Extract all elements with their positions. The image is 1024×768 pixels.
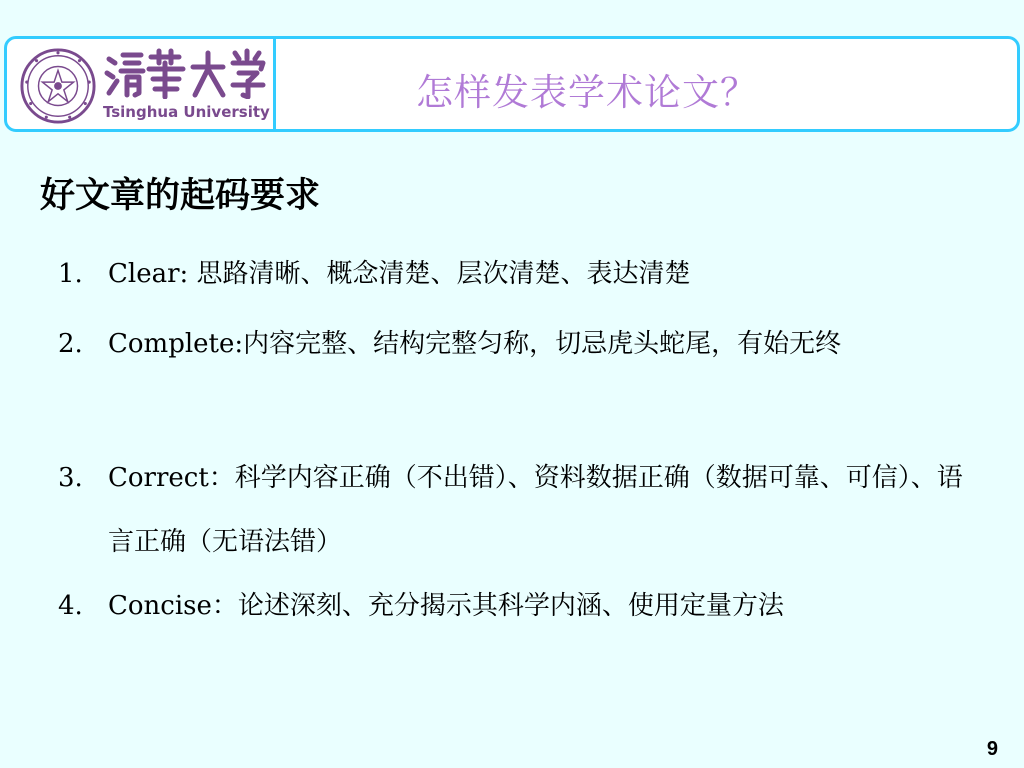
- list-item-number: 2.: [58, 329, 83, 359]
- page-number: 9: [986, 738, 998, 760]
- tsinghua-logo: [19, 45, 270, 127]
- university-english-name: Tsinghua University: [103, 103, 270, 121]
- list-item-text: Clear: 思路清晰、概念清楚、层次清楚、表达清楚: [108, 259, 691, 289]
- list-item-text: Correct：科学内容正确（不出错）、资料数据正确（数据可靠、可信）、语言正确（无语法错）: [108, 463, 963, 557]
- section-heading: 好文章的起码要求: [40, 175, 321, 216]
- header-divider: [273, 39, 276, 129]
- list-item-number: 3.: [58, 463, 83, 493]
- tsinghua-calligraphy-icon: [103, 47, 267, 99]
- list-item-text: Complete:内容完整、结构完整匀称，切忌虎头蛇尾，有始无终: [108, 329, 842, 359]
- slide-title: 怎样发表学术论文？: [416, 71, 758, 114]
- list-item-text: Concise：论述深刻、充分揭示其科学内涵、使用定量方法: [108, 591, 784, 621]
- university-seal-icon: [19, 47, 97, 125]
- list-item-number: 1.: [58, 259, 83, 289]
- list-item-number: 4.: [58, 591, 83, 621]
